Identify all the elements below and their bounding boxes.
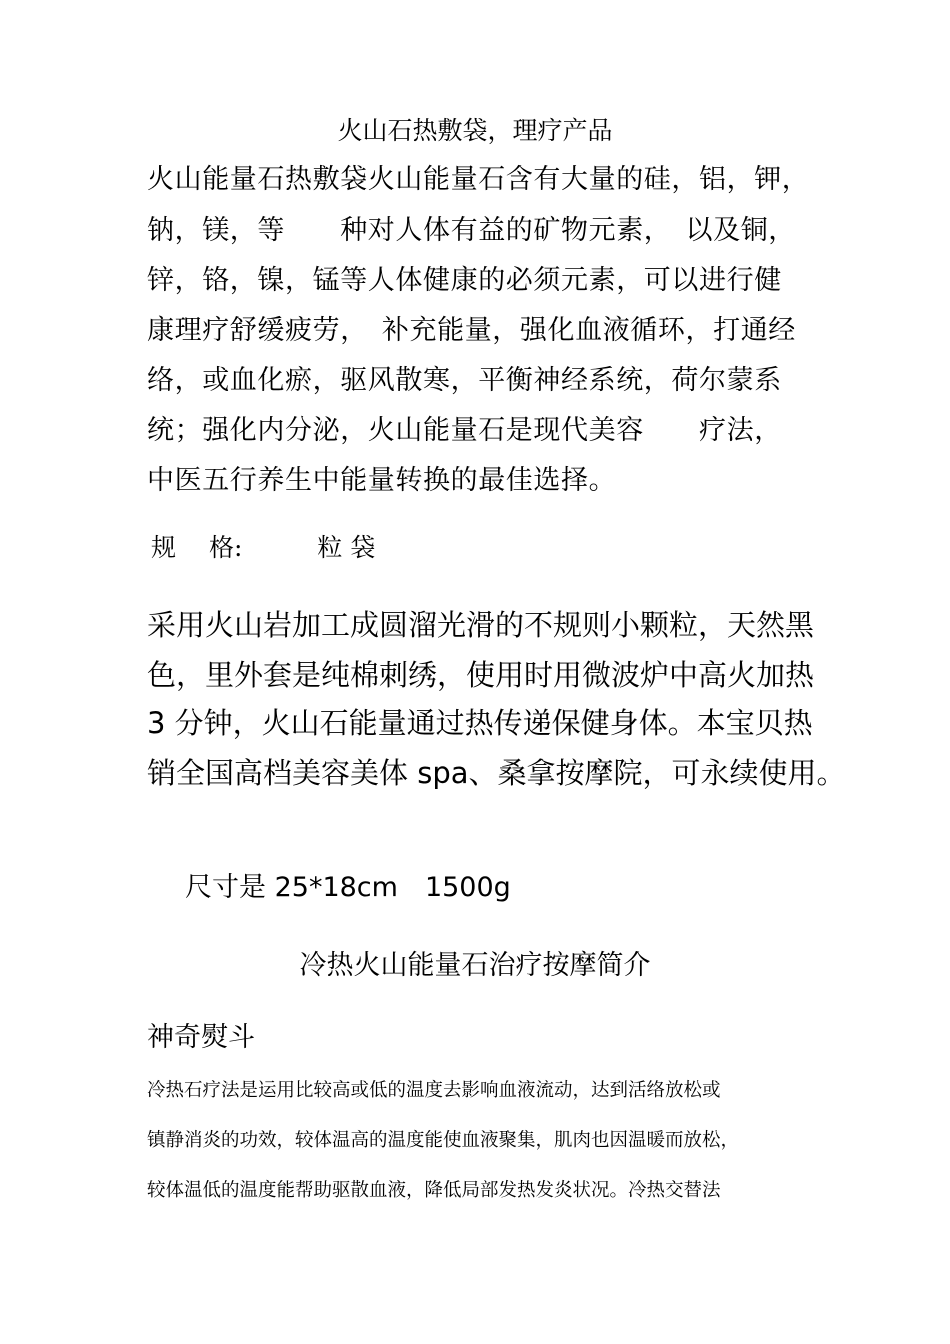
intro-line: 锌，铬，镍，锰等人体健康的必须元素，可以进行健 (147, 265, 782, 296)
body-line: 镇静消炎的功效，较体温高的温度能使血液聚集，肌肉也因温暖而放松， (147, 1130, 740, 1151)
size-line: 尺寸是 25*18cm 1500g (185, 872, 511, 903)
intro-line: 络，或血化瘀，驱风散寒，平衡神经系统，荷尔蒙系 (147, 365, 782, 396)
section-title: 冷热火山能量石治疗按摩简介 (299, 950, 651, 981)
subheading: 神奇熨斗 (147, 1022, 255, 1053)
document-title: 火山石热敷袋，理疗产品 (337, 116, 613, 145)
intro-line: 火山能量石热敷袋火山能量石含有大量的硅，铝，钾， (147, 164, 810, 195)
description-line: 色，里外套是纯棉刺绣，使用时用微波炉中高火加热 (147, 658, 815, 692)
spec-line: 规 格: 粒 袋 (151, 533, 376, 562)
intro-line: 康理疗舒缓疲劳， 补充能量，强化血液循环，打通经 (147, 315, 796, 346)
description-line: 销全国高档美容美体 spa、桑拿按摩院，可永续使用。 (147, 756, 846, 790)
description-line: 3 分钟，火山石能量通过热传递保健身体。本宝贝热 (147, 706, 813, 740)
intro-line: 钠，镁，等 种对人体有益的矿物元素， 以及铜， (147, 215, 796, 246)
description-line: 采用火山岩加工成圆溜光滑的不规则小颗粒，天然黑 (147, 608, 815, 642)
intro-line: 统；强化内分泌，火山能量石是现代美容 疗法， (147, 415, 782, 446)
intro-line: 中医五行养生中能量转换的最佳选择。 (147, 465, 617, 496)
body-line: 较体温低的温度能帮助驱散血液，降低局部发热发炎状况。冷热交替法 (147, 1180, 721, 1201)
body-line: 冷热石疗法是运用比较高或低的温度去影响血液流动，达到活络放松或 (147, 1080, 721, 1101)
